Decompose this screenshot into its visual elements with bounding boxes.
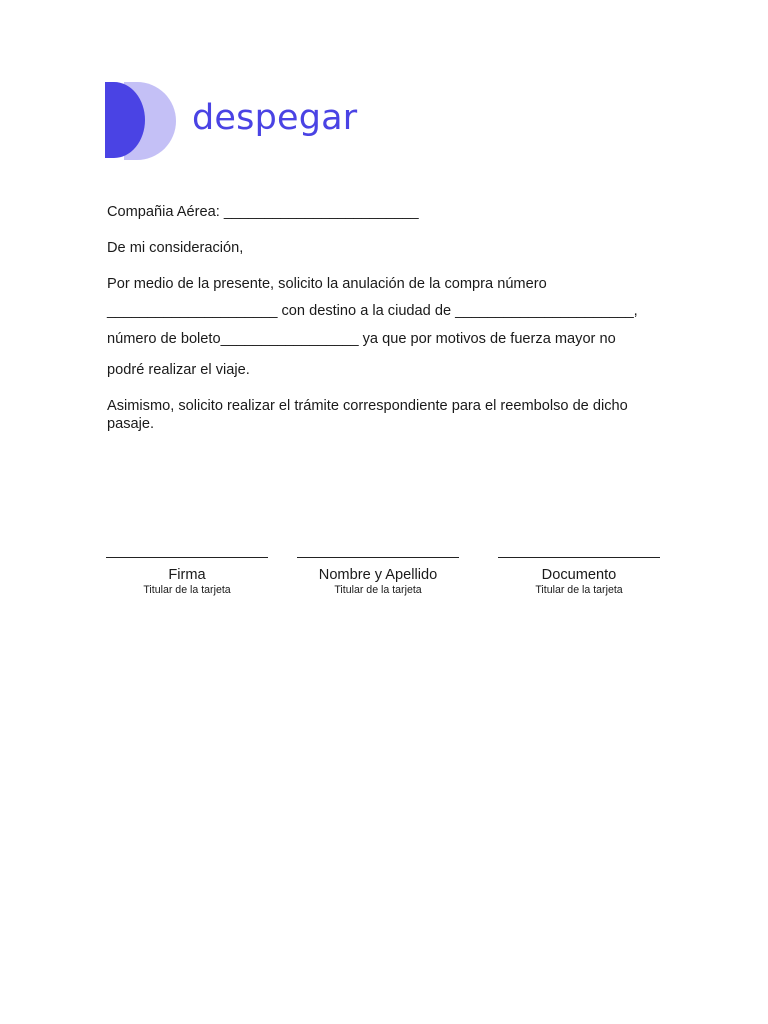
paragraph-1-line-4: podré realizar el viaje. (107, 362, 250, 378)
despegar-wordmark: despegar (192, 98, 358, 138)
signature-sublabel: Titular de la tarjeta (334, 584, 422, 596)
signature-label: Firma (168, 567, 206, 583)
despegar-logo (104, 82, 358, 160)
signature-block-nombre (297, 545, 459, 597)
signature-label: Nombre y Apellido (318, 567, 438, 583)
paragraph-1-line-3: número de boleto_________________ ya que por motivos de fuerza mayor no (107, 331, 616, 347)
paragraph-2: Asimismo, solicito realizar el trámite correspondiente para el reembolso de dicho pasaje. (107, 398, 628, 432)
signature-sublabel: Titular de la tarjeta (535, 584, 623, 596)
signature-line (106, 557, 268, 558)
signature-sublabel: Titular de la tarjeta (143, 584, 231, 596)
signature-line (297, 557, 459, 558)
despegar-logo-mark-icon (104, 82, 176, 160)
greeting: De mi consideración, (107, 240, 244, 256)
signature-block-firma (106, 545, 268, 597)
paragraph-1-line-1: Por medio de la presente, solicito la anulación de la compra número (107, 276, 547, 292)
airline-line: Compañia Aérea: ________________________ (107, 204, 419, 220)
signature-label: Documento (541, 567, 617, 583)
paragraph-1-line-2: _____________________ con destino a la ciudad de ______________________, (107, 303, 638, 319)
signature-block-documento (498, 545, 660, 597)
signature-line (498, 557, 660, 558)
